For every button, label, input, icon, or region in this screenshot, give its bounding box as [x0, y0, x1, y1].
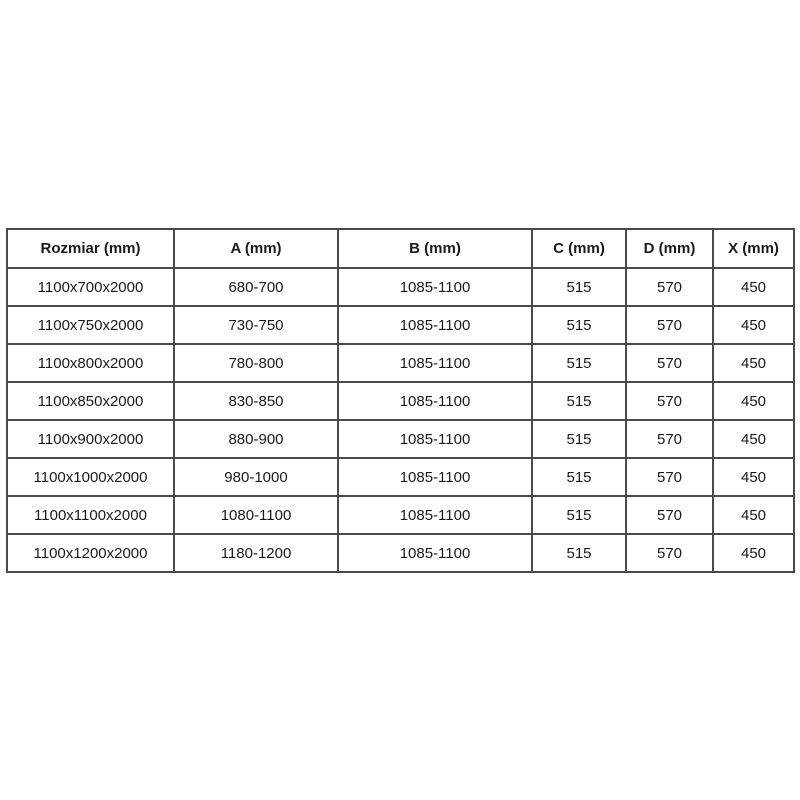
table-cell-x: 450 — [713, 268, 794, 306]
table-row — [7, 382, 794, 420]
table-cell-a: 1080-1100 — [174, 496, 338, 534]
table-cell-c: 515 — [532, 268, 626, 306]
table-cell-rozmiar: 1100x900x2000 — [7, 420, 174, 458]
table-cell-a: 980-1000 — [174, 458, 338, 496]
table-row — [7, 458, 794, 496]
table-cell-a: 1180-1200 — [174, 534, 338, 572]
table-cell-x: 450 — [713, 420, 794, 458]
table-row — [7, 496, 794, 534]
header-cell-a: A (mm) — [174, 229, 338, 268]
table-cell-rozmiar: 1100x1200x2000 — [7, 534, 174, 572]
table-row — [7, 534, 794, 572]
table-cell-b: 1085-1100 — [338, 344, 532, 382]
table-cell-x: 450 — [713, 344, 794, 382]
table-cell-a: 780-800 — [174, 344, 338, 382]
table-cell-d: 570 — [626, 458, 713, 496]
table-cell-x: 450 — [713, 496, 794, 534]
table-cell-d: 570 — [626, 306, 713, 344]
table-cell-b: 1085-1100 — [338, 458, 532, 496]
header-row — [7, 229, 794, 268]
table-cell-c: 515 — [532, 496, 626, 534]
table-cell-c: 515 — [532, 458, 626, 496]
table-cell-rozmiar: 1100x700x2000 — [7, 268, 174, 306]
table-cell-rozmiar: 1100x850x2000 — [7, 382, 174, 420]
table-cell-rozmiar: 1100x800x2000 — [7, 344, 174, 382]
table-cell-d: 570 — [626, 534, 713, 572]
table-cell-b: 1085-1100 — [338, 420, 532, 458]
table-cell-c: 515 — [532, 534, 626, 572]
table-cell-b: 1085-1100 — [338, 306, 532, 344]
table-cell-c: 515 — [532, 344, 626, 382]
table-cell-d: 570 — [626, 496, 713, 534]
table-body — [7, 268, 794, 572]
table-cell-d: 570 — [626, 344, 713, 382]
table-cell-a: 730-750 — [174, 306, 338, 344]
table-cell-a: 880-900 — [174, 420, 338, 458]
header-cell-rozmiar: Rozmiar (mm) — [7, 229, 174, 268]
table-cell-c: 515 — [532, 382, 626, 420]
table-cell-d: 570 — [626, 382, 713, 420]
size-spec-table — [6, 228, 795, 573]
table-cell-rozmiar: 1100x750x2000 — [7, 306, 174, 344]
table-cell-b: 1085-1100 — [338, 268, 532, 306]
table-row — [7, 420, 794, 458]
table-cell-d: 570 — [626, 420, 713, 458]
table-cell-b: 1085-1100 — [338, 496, 532, 534]
table-row — [7, 306, 794, 344]
table-cell-rozmiar: 1100x1100x2000 — [7, 496, 174, 534]
table-cell-x: 450 — [713, 306, 794, 344]
table-cell-x: 450 — [713, 458, 794, 496]
table-row — [7, 268, 794, 306]
table-cell-a: 680-700 — [174, 268, 338, 306]
table-cell-x: 450 — [713, 382, 794, 420]
table-cell-d: 570 — [626, 268, 713, 306]
table-row — [7, 344, 794, 382]
header-cell-d: D (mm) — [626, 229, 713, 268]
table-cell-rozmiar: 1100x1000x2000 — [7, 458, 174, 496]
table-cell-a: 830-850 — [174, 382, 338, 420]
table-cell-b: 1085-1100 — [338, 382, 532, 420]
table-cell-c: 515 — [532, 420, 626, 458]
table-cell-x: 450 — [713, 534, 794, 572]
table-header — [7, 229, 794, 268]
table-cell-b: 1085-1100 — [338, 534, 532, 572]
table-cell-c: 515 — [532, 306, 626, 344]
header-cell-b: B (mm) — [338, 229, 532, 268]
header-cell-x: X (mm) — [713, 229, 794, 268]
header-cell-c: C (mm) — [532, 229, 626, 268]
